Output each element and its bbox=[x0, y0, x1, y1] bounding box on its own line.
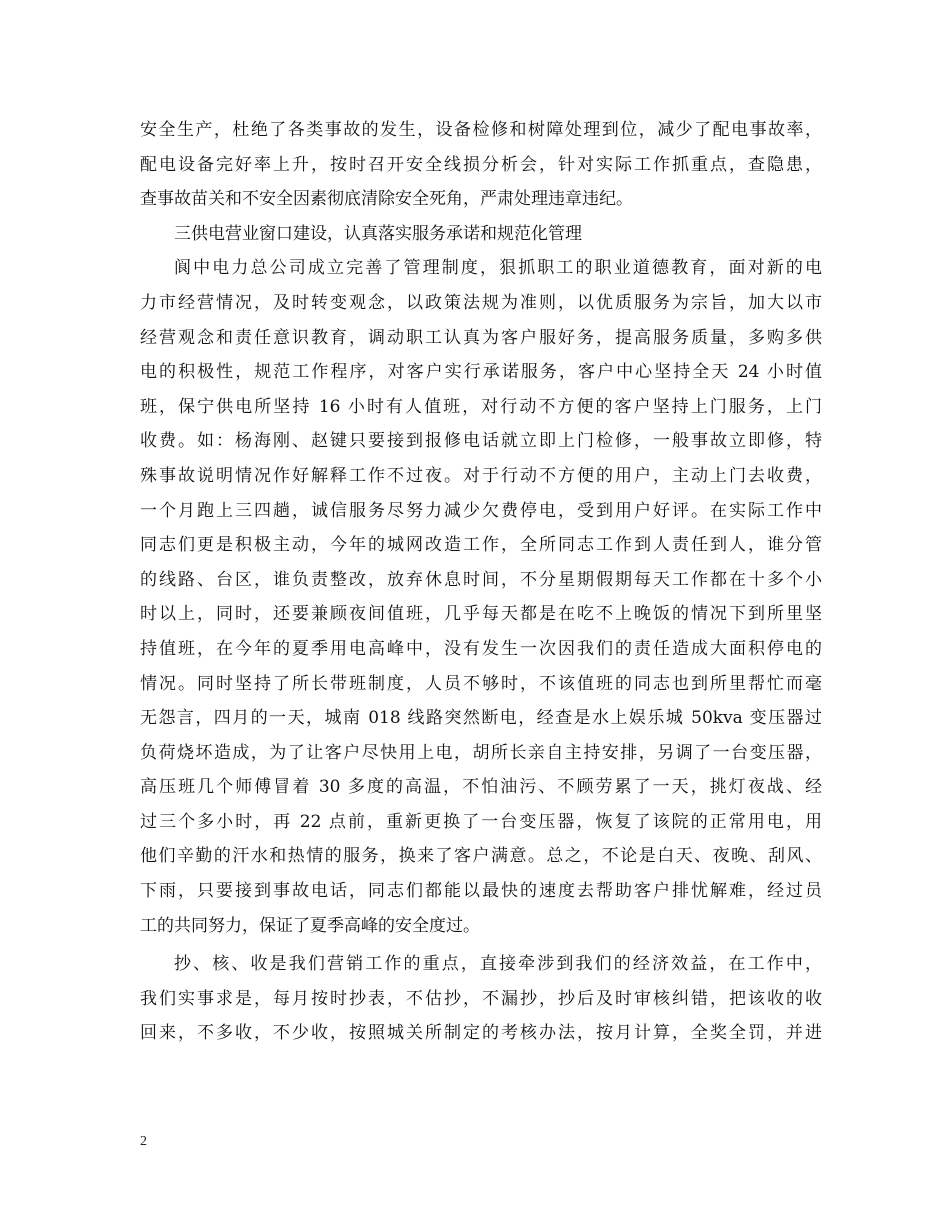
text-line: 抄、核、收是我们营销工作的重点，直接牵涉到我们的经济效益，在工作中， bbox=[174, 954, 822, 975]
text-line: 情况。同时坚持了所长带班制度，人员不够时，不该值班的同志也到所里帮忙而毫 bbox=[140, 673, 822, 694]
page-number: 2 bbox=[140, 1134, 147, 1149]
text-line: 电的积极性，规范工作程序，对客户实行承诺服务，客户中心坚持全天 24 小时值 bbox=[140, 362, 822, 383]
paragraph-safety bbox=[140, 113, 822, 217]
text-line: 力市经营情况，及时转变观念，以政策法规为准则，以优质服务为宗旨，加大以市 bbox=[140, 292, 822, 313]
text-line: 工的共同努力，保证了夏季高峰的安全度过。 bbox=[140, 915, 480, 936]
text-line: 时以上，同时，还要兼顾夜间值班，几乎每天都是在吃不上晚饭的情况下到所里坚 bbox=[140, 604, 822, 625]
text-line: 高压班几个师傅冒着 30 多度的高温，不怕油污、不顾劳累了一天，挑灯夜战、经 bbox=[140, 777, 822, 798]
text-line: 安全生产，杜绝了各类事故的发生，设备检修和树障处理到位，减少了配电事故率， bbox=[140, 120, 822, 140]
heading-line: 三供电营业窗口建设，认真落实服务承诺和规范化管理 bbox=[174, 223, 582, 244]
section-heading bbox=[140, 217, 822, 252]
text-line: 班，保宁供电所坚持 16 小时有人值班，对行动不方便的客户坚持上门服务，上门 bbox=[140, 396, 822, 417]
text-line: 的线路、台区，谁负责整改，放弃休息时间，不分星期假期每天工作都在十多个小 bbox=[140, 569, 822, 590]
text-line: 他们辛勤的汗水和热情的服务，换来了客户满意。总之，不论是白天、夜晚、刮风、 bbox=[140, 846, 822, 867]
text-line: 过三个多小时，再 22 点前，重新更换了一台变压器，恢复了该院的正常用电，用 bbox=[140, 811, 822, 832]
text-line: 阆中电力总公司成立完善了管理制度，狠抓职工的职业道德教育，面对新的电 bbox=[174, 258, 822, 279]
text-line: 查事故苗关和不安全因素彻底清除安全死角，严肃处理违章违纪。 bbox=[140, 189, 633, 210]
text-line: 下雨，只要接到事故电话，同志们都能以最快的速度去帮助客户排忧解难，经过员 bbox=[140, 881, 822, 902]
paragraph-service bbox=[140, 251, 822, 943]
text-line: 持值班，在今年的夏季用电高峰中，没有发生一次因我们的责任造成大面积停电的 bbox=[140, 638, 822, 659]
text-line: 无怨言，四月的一天，城南 018 线路突然断电，经查是水上娱乐城 50kva 变压器过 bbox=[140, 708, 822, 729]
text-line: 一个月跑上三四趟，诚信服务尽努力减少欠费停电，受到用户好评。在实际工作中 bbox=[140, 500, 822, 521]
text-line: 殊事故说明情况作好解释工作不过夜。对于行动不方便的用户，主动上门去收费， bbox=[140, 465, 822, 486]
text-line: 负荷烧坏造成，为了让客户尽快用上电，胡所长亲自主持安排，另调了一台变压器， bbox=[140, 742, 822, 763]
text-line: 同志们更是积极主动，今年的城网改造工作，全所同志工作到人责任到人，谁分管 bbox=[140, 535, 822, 556]
body-text bbox=[140, 113, 822, 1051]
text-line: 回来，不多收，不少收，按照城关所制定的考核办法，按月计算，全奖全罚，并进 bbox=[140, 1023, 822, 1044]
paragraph-billing bbox=[140, 947, 822, 1051]
text-line: 收费。如：杨海刚、赵键只要接到报修电话就立即上门检修，一般事故立即修，特 bbox=[140, 431, 822, 452]
text-line: 我们实事求是，每月按时抄表，不估抄，不漏抄，抄后及时审核纠错，把该收的收 bbox=[140, 988, 822, 1009]
text-line: 配电设备完好率上升，按时召开安全线损分析会，针对实际工作抓重点，查隐患， bbox=[140, 154, 822, 175]
text-line: 经营观念和责任意识教育，调动职工认真为客户服好务，提高服务质量，多购多供 bbox=[140, 327, 822, 348]
